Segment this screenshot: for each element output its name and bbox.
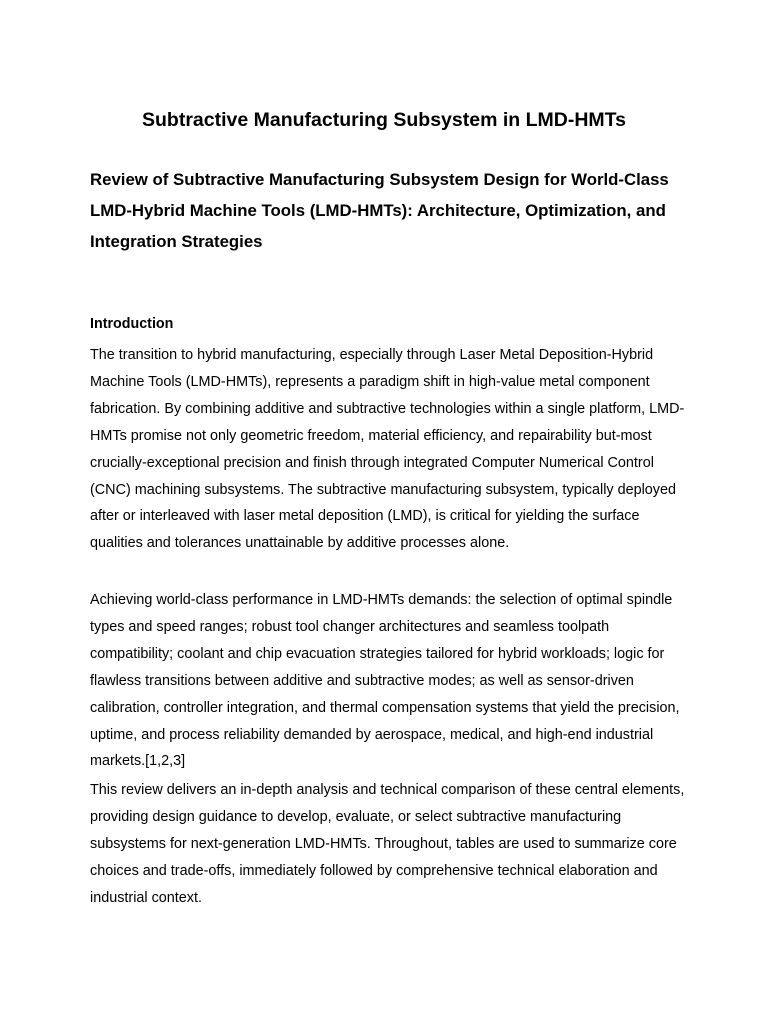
document-title: Subtractive Manufacturing Subsystem in LMD-HMTs [142, 109, 626, 131]
document-subtitle: Review of Subtractive Manufacturing Subsystem Design for World-Class LMD-Hybrid Machine Tools (LMD-HMTs): Architecture, Optimization, and Integration Strategies [90, 170, 669, 251]
introduction-paragraph-2: Achieving world-class performance in LMD-HMTs demands: the selection of optimal spindle types and speed ranges; robust tool changer architectures and seamless toolpath compatibility; coolant and chip evacuation strategies tailored for hybrid workloads; logic for flawless transitions between additive and subtractive modes; as well as sensor-driven calibration, controller integration, and thermal compensation systems that yield the precision, uptime, and process reliability demanded by aerospace, medical, and high-end industrial markets.[1,2,3] [90, 592, 680, 770]
section-heading-introduction: Introduction [90, 316, 174, 332]
introduction-paragraph-3: This review delivers an in-depth analysis and technical comparison of these central elements, providing design guidance to develop, evaluate, or select subtractive manufacturing subsystems for next-generation LMD-HMTs. Throughout, tables are used to summarize core choices and trade-offs, immediately followed by comprehensive technical elaboration and industrial context. [90, 782, 685, 906]
introduction-paragraph-1: The transition to hybrid manufacturing, especially through Laser Metal Deposition-Hybrid Machine Tools (LMD-HMTs), represents a paradigm shift in high-value metal component fabrication. By combining additive and subtractive technologies within a single platform, LMD-HMTs promise not only geometric freedom, material efficiency, and repairability but-most crucially-exceptional precision and finish through integrated Computer Numerical Control (CNC) machining subsystems. The subtractive manufacturing subsystem, typically deployed after or interleaved with laser metal deposition (LMD), is critical for yielding the surface qualities and tolerances unattainable by additive processes alone. [90, 347, 685, 552]
